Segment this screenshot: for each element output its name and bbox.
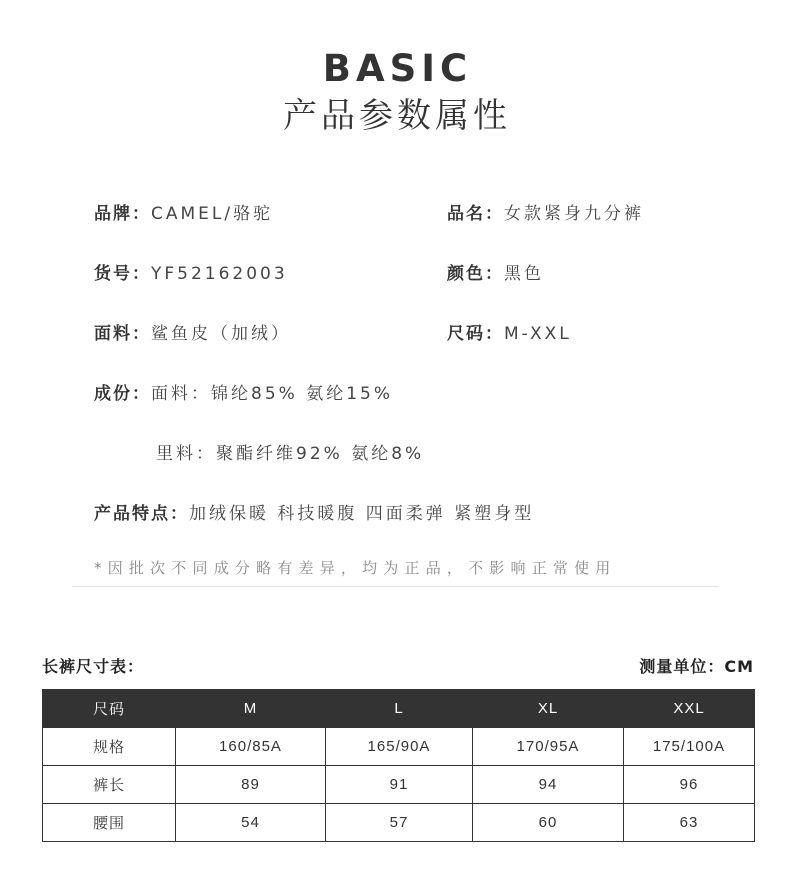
table-cell: 57 — [326, 804, 473, 842]
composition-label: 成份： — [94, 384, 151, 404]
table-cell: 165/90A — [326, 728, 473, 766]
fabric-value: 鲨鱼皮（加绒） — [151, 324, 291, 344]
header-xxl: XXL — [624, 690, 755, 728]
composition-lining: 里料：聚酯纤维92% 氨纶8% — [156, 444, 425, 464]
divider — [72, 586, 718, 587]
features-label: 产品特点： — [94, 504, 189, 524]
features-value: 加绒保暖 科技暖腹 四面柔弹 紧塑身型 — [189, 504, 535, 524]
header-xl: XL — [473, 690, 624, 728]
header-m: M — [176, 690, 326, 728]
row-label-length: 裤长 — [43, 766, 176, 804]
product-name-value: 女款紧身九分裤 — [504, 204, 644, 224]
table-cell: 94 — [473, 766, 624, 804]
spec-size — [447, 322, 572, 346]
table-header-row — [43, 690, 755, 728]
spec-row-fabric — [94, 322, 750, 346]
brand-value: CAMEL/骆驼 — [151, 204, 274, 224]
brand-label: 品牌： — [94, 204, 151, 224]
table-cell: 175/100A — [624, 728, 755, 766]
table-row — [43, 766, 755, 804]
table-cell: 54 — [176, 804, 326, 842]
size-value: M-XXL — [504, 324, 572, 344]
spec-row-brand — [94, 202, 750, 226]
size-chart-header — [42, 655, 754, 679]
measurement-unit: 测量单位：CM — [639, 657, 754, 676]
table-cell: 91 — [326, 766, 473, 804]
table-cell: 89 — [176, 766, 326, 804]
color-label: 颜色： — [447, 264, 504, 284]
hero-title: BASIC — [322, 47, 473, 90]
row-label-waist: 腰围 — [43, 804, 176, 842]
spec-row-lining — [156, 442, 750, 466]
table-cell: 96 — [624, 766, 755, 804]
table-cell: 170/95A — [473, 728, 624, 766]
header-size: 尺码 — [43, 690, 176, 728]
table-cell: 63 — [624, 804, 755, 842]
fabric-label: 面料： — [94, 324, 151, 344]
hero-subtitle: 产品参数属性 — [283, 96, 511, 136]
disclaimer-note: *因批次不同成分略有差异，均为正品，不影响正常使用 — [94, 559, 617, 577]
spec-row-features — [94, 502, 750, 526]
item-no-value: YF52162003 — [151, 264, 288, 284]
spec-product-name — [447, 202, 644, 226]
spec-row-item-no — [94, 262, 750, 286]
row-label-spec: 规格 — [43, 728, 176, 766]
size-label: 尺码： — [447, 324, 504, 344]
size-table — [42, 689, 755, 842]
item-no-label: 货号： — [94, 264, 151, 284]
size-chart-title: 长裤尺寸表： — [42, 657, 145, 676]
composition-outer: 面料：锦纶85% 氨纶15% — [151, 384, 393, 404]
product-name-label: 品名： — [447, 204, 504, 224]
hero-heading — [0, 46, 790, 138]
header-l: L — [326, 690, 473, 728]
spec-row-composition — [94, 382, 750, 406]
color-value: 黑色 — [504, 264, 544, 284]
table-row — [43, 804, 755, 842]
table-row — [43, 728, 755, 766]
table-cell: 160/85A — [176, 728, 326, 766]
table-cell: 60 — [473, 804, 624, 842]
spec-color — [447, 262, 544, 286]
